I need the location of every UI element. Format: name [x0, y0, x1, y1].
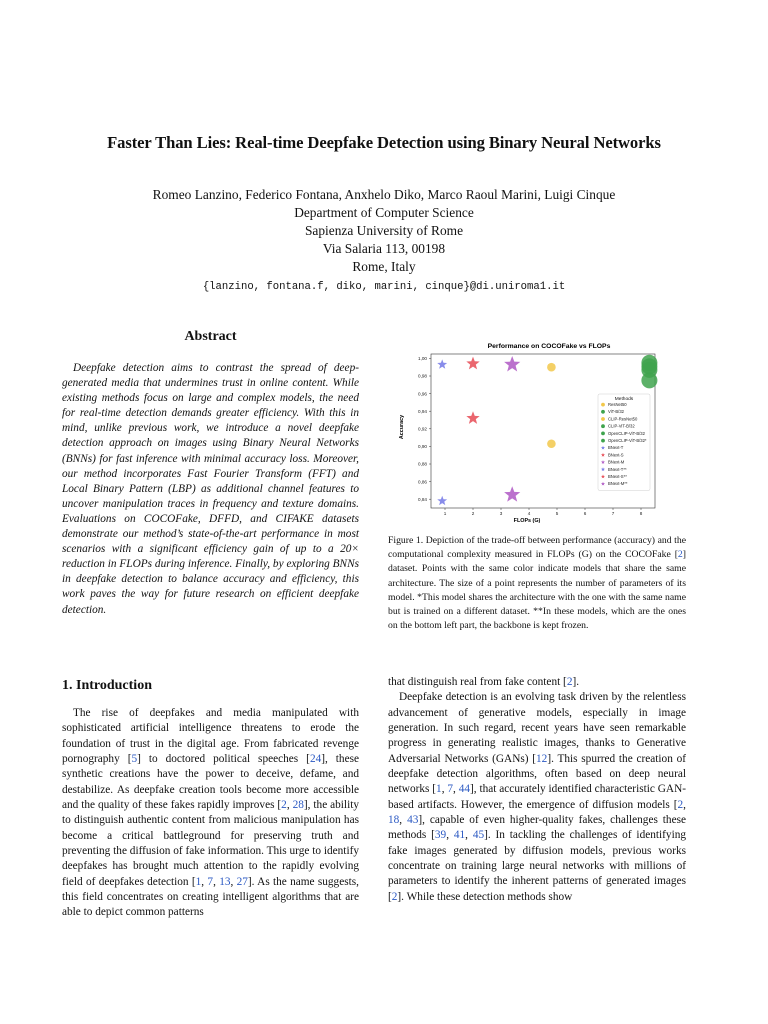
x-tick-label: 2 [471, 511, 475, 516]
citation-link[interactable]: 41 [453, 829, 466, 842]
author-block [0, 186, 768, 296]
citation-link[interactable]: 7 [207, 875, 214, 888]
y-tick-label: 0,88 [418, 461, 427, 467]
legend-entry: ResNet50 [608, 402, 627, 407]
abstract-text: Deepfake detection aims to contrast the spread of deep-generated media that undermines trust in online content. While existing methods focus on large and complex models, the need for real-time detection demands greater efficiency. With this in mind, unlike previous work, we introduce a novel deepfake detection approach on images using Binary Neural Networks (BNNs) for fast inference with minimal accuracy loss. Moreover, our method incorporates Fast Fourier Transform (FFT) and Local Binary Pattern (LBP) as additional channel features to uncover manipulation traces in frequency and texture domains. Evaluations on COCOFake, DFFD, and CIFAKE datasets demonstrate our method’s state-of-the-art performance in most scenarios with a significant efficiency gain of up to a 20× reduction in FLOPs during inference. Finally, by exploring BNNs in deepfake detection to balance accuracy and efficiency, this work paves the way for future research on efficient deepfake detection. [62, 362, 359, 616]
text-segment: ] to doctored political speeches [ [137, 753, 310, 766]
legend-entry: BNext-S** [608, 474, 627, 479]
citation-link[interactable]: 18 [388, 814, 400, 827]
citation-link[interactable]: 2 [566, 676, 573, 688]
citation-link[interactable]: 39 [434, 829, 447, 842]
legend-entry: OpenCLIP-ViT-B/32 [608, 430, 645, 436]
x-tick-label: 1 [443, 511, 447, 516]
text-segment: , [446, 829, 454, 842]
authors: Romeo Lanzino, Federico Fontana, Anxhelo Diko, Marco Raoul Marini, Luigi Cinque [152, 187, 616, 202]
text-segment: , [465, 829, 473, 842]
legend-entry: OpenCLIP-ViT-B/32* [608, 438, 647, 443]
citation-link[interactable]: 1 [436, 783, 442, 796]
y-axis-label: Accuracy [399, 414, 405, 440]
citation-link[interactable]: 12 [536, 752, 548, 765]
citation-link[interactable]: 43 [407, 814, 419, 827]
intro-paragraph-1 [62, 706, 359, 921]
y-tick-label: 0,98 [418, 373, 427, 379]
text-segment: ]. While these detection methods show [397, 890, 573, 903]
text-segment: ] dataset. Points with the same color indicate models that share the same architecture. The size of a point represents the number of parameters of its model. *This model shares the architecture with the one with the same name but is trained on a different dataset. **In these models, which are the ones on the bottom left part, the backbone is kept frozen. [388, 549, 686, 632]
text-segment: , [453, 783, 459, 796]
y-tick-label: 0,94 [418, 408, 427, 414]
scatter-chart [394, 339, 686, 525]
legend-circle-marker [601, 417, 605, 421]
citation-link[interactable]: 13 [219, 875, 231, 888]
data-point-circle [641, 358, 657, 374]
citation-link[interactable]: 5 [131, 753, 138, 766]
intro-paragraph-1-end [388, 675, 686, 690]
citation-link[interactable]: 27 [236, 875, 248, 888]
x-tick-label: 6 [583, 511, 587, 516]
emails: {lanzino, fontana.f, diko, marini, cinque}@di.uniroma1.it [202, 281, 566, 293]
text-segment: , [286, 799, 293, 812]
legend-circle-marker [601, 424, 605, 428]
city: Rome, Italy [352, 259, 416, 274]
text-segment: , [399, 814, 408, 827]
text-segment: ]. This spurred the creation of deepfake detection algorithms, often based on deep neural networks [ [388, 752, 687, 796]
x-tick-label: 4 [527, 511, 531, 516]
legend-entry: BNext-M** [608, 481, 628, 487]
x-axis-label: FLOPs (G) [513, 518, 541, 524]
citation-link[interactable]: 2 [281, 799, 287, 812]
y-tick-label: 0,90 [418, 444, 427, 450]
text-segment: , [683, 798, 686, 811]
department: Department of Computer Science [294, 205, 474, 220]
legend-entry: BNext-T [608, 445, 624, 451]
text-segment: Figure 1. Depiction of the trade-off between performance (accuracy) and the computational complexity measured in FLOPs (G) on the COCOFake [ [388, 535, 686, 561]
legend-entry: ViT-B/32 [608, 409, 624, 415]
legend-entry: BNext-S [608, 452, 624, 458]
introduction-heading: 1. Introduction [62, 678, 152, 693]
intro-paragraph-2 [388, 690, 686, 905]
legend-entry: CLIP-ResNet50 [608, 416, 638, 422]
figure-1-caption [388, 534, 686, 633]
legend-entry: CLIP-ViT-B/32 [608, 423, 635, 429]
text-segment: The rise of deepfakes and media manipulated with sophisticated artificial intelligence threatens to erode the foundation of trust in the digital age. From fabricated revenge pornography [ [62, 707, 359, 766]
citation-link[interactable]: 2 [391, 890, 398, 903]
text-segment: that distinguish real from fake content [ [388, 676, 567, 688]
citation-link[interactable]: 44 [458, 783, 471, 796]
text-segment: ], these synthetic creations have the power to deceive, defame, and destabilize. As deepfake creation tools become more accessible and the quality of these fakes rapidly improves [ [62, 753, 359, 812]
y-tick-label: 0,84 [418, 496, 427, 502]
citation-link[interactable]: 2 [677, 798, 684, 811]
legend-entry: BNext-M [608, 459, 625, 465]
text-segment: ], capable of even higher-quality fakes, challenges these methods [ [388, 814, 686, 842]
legend-title: Methods [614, 397, 634, 402]
intro-left-column [62, 706, 359, 921]
figure-1-chart [394, 339, 686, 525]
x-tick-label: 8 [639, 511, 643, 516]
text-segment: ], that accurately identified characteristic GAN-based artifacts. However, the emergence of diffusion models [ [388, 783, 686, 811]
data-point-circle [547, 363, 556, 372]
text-segment: , [213, 875, 220, 888]
text-segment: ]. [572, 676, 580, 688]
citation-link[interactable]: 2 [677, 549, 683, 561]
text-segment: , [201, 875, 208, 888]
citation-link[interactable]: 45 [472, 829, 485, 842]
citation-link[interactable]: 28 [292, 799, 304, 812]
abstract-heading: Abstract [184, 329, 237, 344]
text-segment: ]. In tackling the challenges of identifying fake images generated by diffusion models, previous works concentrate on training large neural networks with millions of parameters to identify the inherent patterns of generated images [ [388, 829, 686, 903]
y-tick-label: 0,86 [418, 479, 427, 485]
data-point-circle [547, 439, 556, 448]
y-tick-label: 0,96 [418, 391, 427, 397]
text-segment: , [441, 783, 448, 796]
text-segment: ], the ability to distinguish authentic content from malicious manipulation has become a critical battleground for preserving truth and preventing the diffusion of fake information. This urge to identify deepfakes has brought much attention to the rapidly evolving field of deepfakes detection [ [62, 799, 359, 888]
citation-link[interactable]: 24 [309, 753, 322, 766]
y-tick-label: 0,92 [418, 426, 427, 432]
intro-right-column [388, 675, 686, 905]
legend-circle-marker [601, 439, 605, 443]
x-tick-label: 7 [611, 511, 615, 516]
y-tick-label: 1,00 [418, 356, 427, 362]
legend-entry: BNext-T** [608, 466, 627, 472]
legend-circle-marker [601, 432, 605, 436]
legend-circle-marker [601, 410, 605, 414]
data-point-circle [641, 372, 657, 388]
text-segment: ]. As the name suggests, this field concentrates on creating intelligent algorithms that are able to depict common patterns [62, 875, 359, 919]
address: Via Salaria 113, 00198 [322, 241, 446, 256]
x-tick-label: 5 [555, 511, 559, 516]
legend-circle-marker [601, 403, 605, 407]
text-segment: , [230, 875, 237, 888]
chart-title: Performance on COCOFake vs FLOPs [487, 343, 611, 350]
university: Sapienza University of Rome [304, 223, 464, 238]
citation-link[interactable]: 7 [447, 783, 454, 796]
x-tick-label: 3 [499, 511, 503, 516]
citation-link[interactable]: 1 [195, 875, 202, 888]
paper-title: Faster Than Lies: Real-time Deepfake Detection using Binary Neural Networks [107, 133, 661, 152]
text-segment: Deepfake detection is an evolving task driven by the relentless advancement of generative models, especially in image generation. In such regard, recent years have seen remarkable progress in generating realistic images, thanks to Generative Adversarial Networks (GANs) [ [388, 691, 686, 765]
